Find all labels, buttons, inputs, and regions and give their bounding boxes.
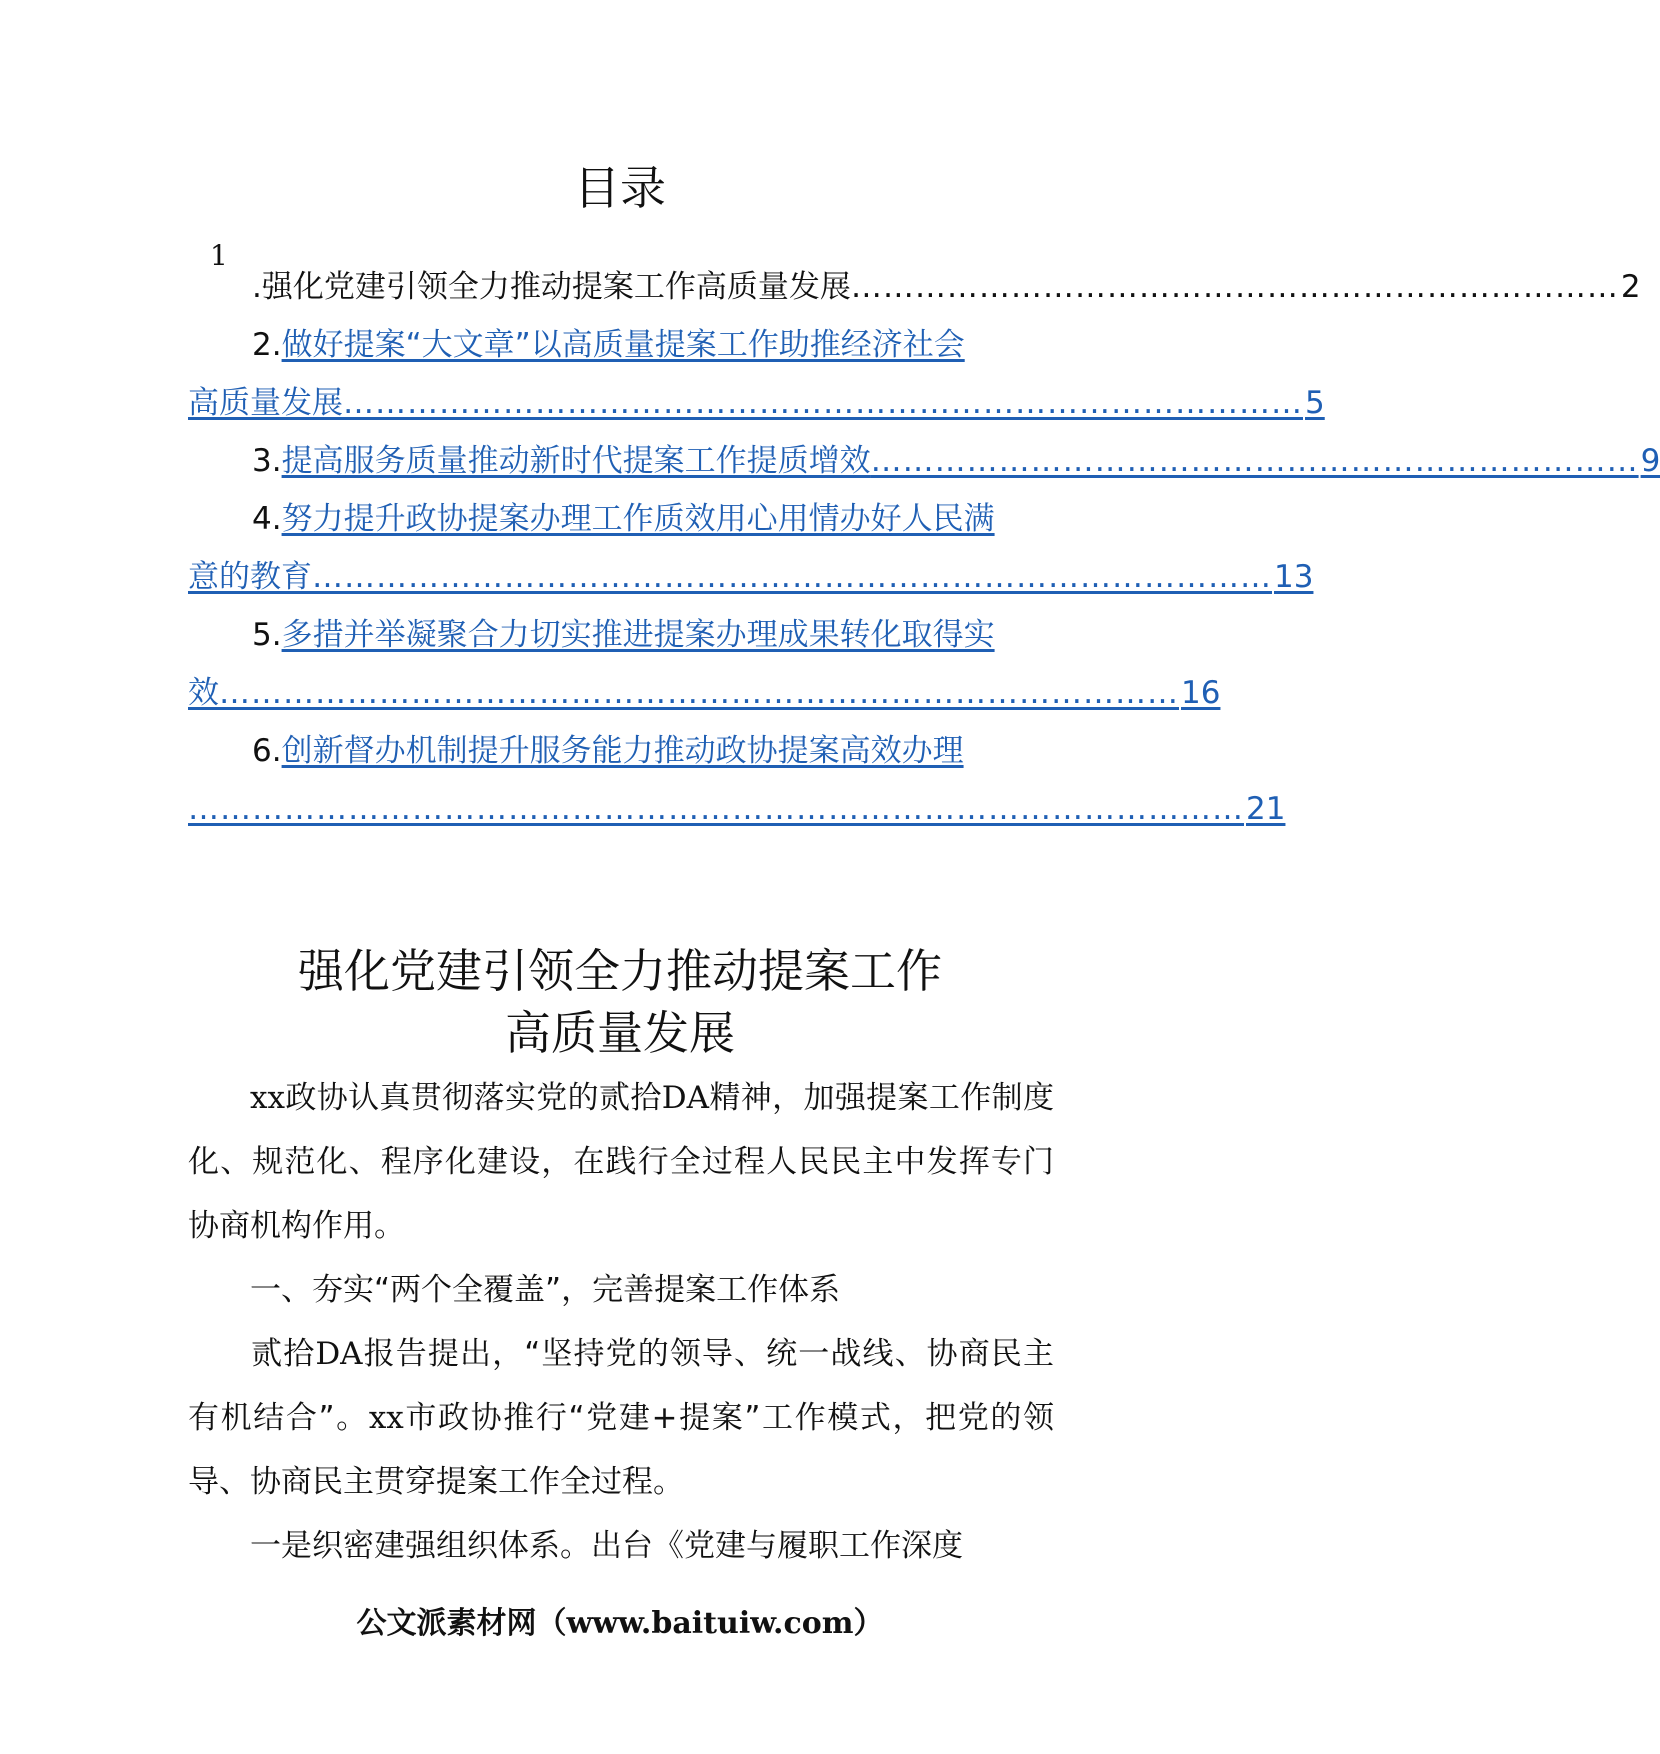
toc-page-number[interactable]: 9	[1640, 443, 1660, 479]
text-run: 市政协推行“党建+提案”工作模式，把党的领导、协商民主贯穿提案工作全过程。	[188, 1400, 1054, 1500]
toc-entry-link[interactable]: 多措并举凝聚合力切实推进提案办理成果转化取得实	[281, 617, 995, 653]
text-run: DA	[661, 1080, 709, 1116]
toc-leader-dots: ………………………………………………………………………………………	[188, 791, 1244, 827]
toc-entry-prefix: 3.	[252, 443, 282, 479]
text-run: xx	[250, 1080, 285, 1116]
toc-entry-link[interactable]: 做好提案“大文章”以高质量提案工作助推经济社会	[281, 327, 965, 363]
toc-page-number: 2	[1620, 269, 1641, 305]
text-run: 贰拾	[250, 1336, 316, 1372]
toc-entry-prefix: .	[252, 269, 262, 305]
toc-entry-1[interactable]	[188, 266, 1641, 308]
toc-entry-5-cont[interactable]	[188, 672, 1221, 714]
toc-entry-6-cont[interactable]	[188, 788, 1286, 830]
toc-entry-prefix: 4.	[252, 501, 282, 537]
text-run: 精神，加强提案工作制度化、规范化、程序化建设，在践行全过程人民民主中发挥专门协商机构作用。	[188, 1080, 1055, 1244]
toc-title: 目录	[574, 161, 666, 215]
text-run: DA	[315, 1336, 363, 1372]
toc-entry-prefix: 5.	[252, 617, 282, 653]
article-title-line-1: 强化党建引领全力推动提案工作	[298, 944, 942, 998]
toc-leader-dots: ………………………………………………………………………………	[343, 385, 1303, 421]
toc-entry-4-cont[interactable]	[188, 556, 1314, 598]
article-paragraph-2	[188, 1322, 1054, 1514]
toc-entry-link[interactable]: 效	[188, 675, 219, 711]
toc-entry-link[interactable]: 高质量发展	[188, 385, 343, 421]
toc-page-number[interactable]: 16	[1181, 675, 1221, 711]
toc-page-number[interactable]: 21	[1246, 791, 1286, 827]
toc-entry-4[interactable]	[188, 498, 1054, 540]
toc-entry-link[interactable]: 意的教育	[188, 559, 312, 595]
article-paragraph-3	[188, 1514, 1054, 1578]
toc-entry-link[interactable]: 提高服务质量推动新时代提案工作提质增效	[281, 443, 871, 479]
toc-entry-prefix: 2.	[252, 327, 282, 363]
toc-entry-prefix: 6.	[252, 733, 282, 769]
article-title	[0, 940, 1240, 1064]
toc-page-number[interactable]: 13	[1274, 559, 1314, 595]
text-run: 政协认真贯彻落实党的贰拾	[284, 1080, 662, 1116]
text-run: xx	[368, 1400, 404, 1436]
toc-leader-dots: ………………………………………………………………………………	[312, 559, 1272, 595]
article-title-line-2: 高质量发展	[505, 1006, 735, 1060]
toc-entry-2-cont[interactable]	[188, 382, 1325, 424]
toc-entry-6[interactable]	[188, 730, 1054, 772]
toc-entry-2[interactable]	[188, 324, 1054, 366]
toc-entry-3[interactable]	[188, 440, 1660, 482]
page-footer: 公文派素材网（www.baituiw.com）	[356, 1606, 884, 1641]
section-heading-1	[188, 1258, 1054, 1322]
toc-page-number[interactable]: 5	[1305, 385, 1325, 421]
toc-first-number: 1	[210, 239, 228, 272]
toc-leader-dots: ………………………………………………………………………………	[219, 675, 1179, 711]
toc-entry-link[interactable]: 努力提升政协提案办理工作质效用心用情办好人民满	[281, 501, 995, 537]
toc-leader-dots: ………………………………………………………………	[850, 269, 1619, 305]
toc-leader-dots: ………………………………………………………………	[870, 443, 1639, 479]
article-paragraph-1	[188, 1066, 1054, 1258]
text-run: 一、夯实“两个全覆盖”，完善提案工作体系	[250, 1272, 841, 1308]
toc-entry-link[interactable]: 创新督办机制提升服务能力推动政协提案高效办理	[281, 733, 964, 769]
toc-entry-text: 强化党建引领全力推动提案工作高质量发展	[261, 269, 851, 305]
text-run: 一是织密建强组织体系。出台《党建与履职工作深度	[250, 1528, 963, 1564]
text-run: 报告提出，“坚持党的领导、统一战线、协商民主有机结合”。	[188, 1336, 1055, 1436]
toc-entry-5[interactable]	[188, 614, 1054, 656]
